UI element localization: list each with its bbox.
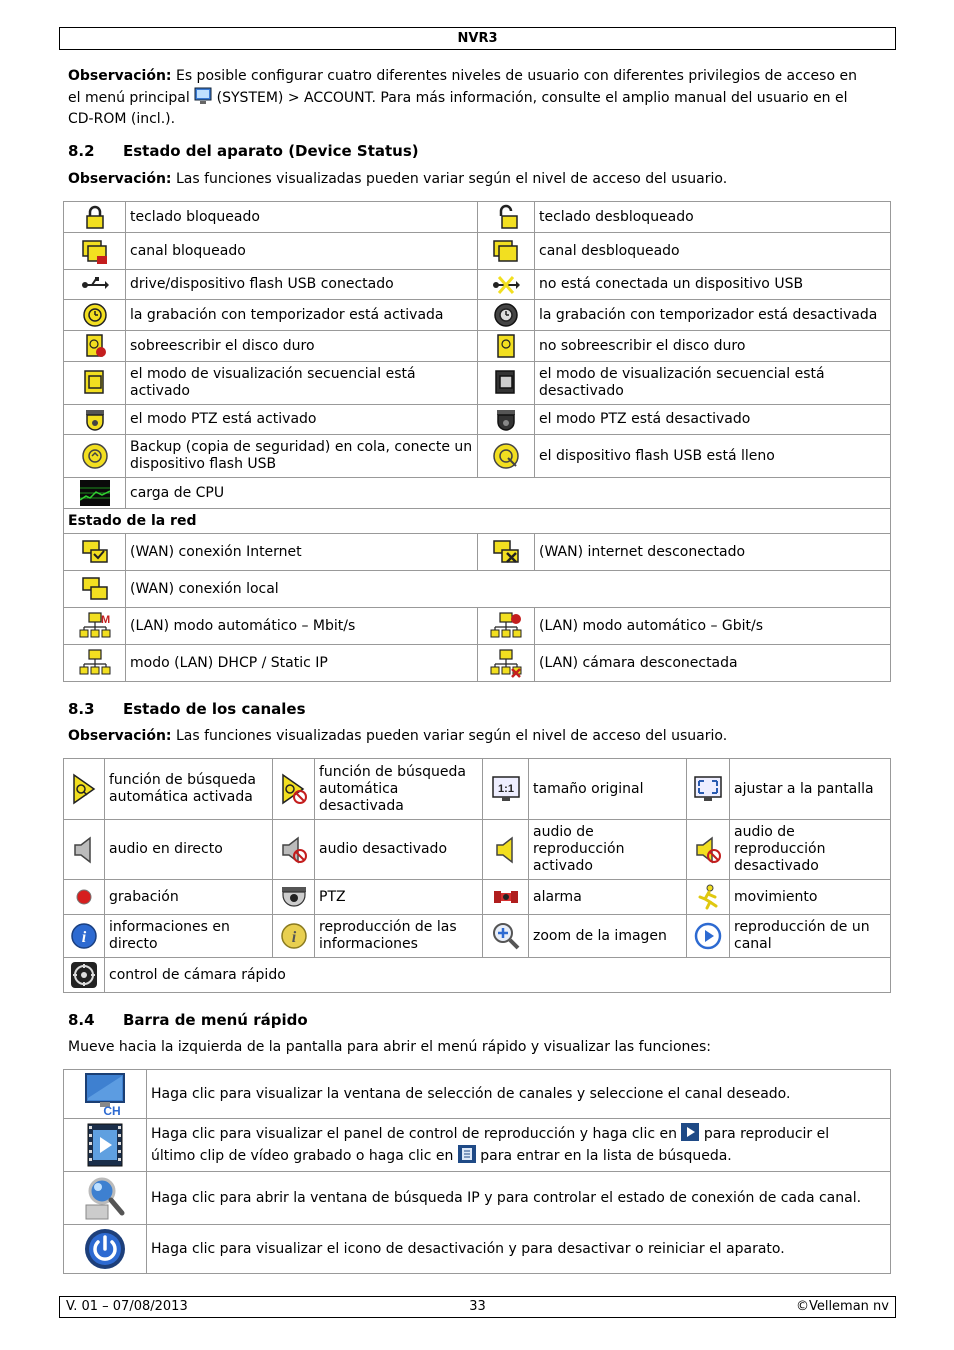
channel-locked-icon xyxy=(80,236,110,266)
cell-text: función de búsqueda automática activada xyxy=(105,759,273,820)
fit-screen-icon xyxy=(694,776,722,802)
cell-text: (LAN) modo automático – Mbit/s xyxy=(126,608,478,645)
sequence-view-on-icon xyxy=(82,368,108,398)
cell-text: alarma xyxy=(529,880,687,915)
motion-icon xyxy=(695,884,721,910)
intro-label: Observación: xyxy=(68,68,172,84)
cell-text: no está conectada un dispositivo USB xyxy=(535,270,891,300)
table-row xyxy=(64,608,891,645)
table-row xyxy=(64,571,891,608)
svg-text:i: i xyxy=(81,929,87,946)
cell-text: teclado desbloqueado xyxy=(535,202,891,233)
cell-text: sobreescribir el disco duro xyxy=(126,331,478,362)
cell-text: audio de reproducción desactivado xyxy=(730,820,891,880)
cell-text: teclado bloqueado xyxy=(126,202,478,233)
table-row xyxy=(64,645,891,682)
page-footer xyxy=(59,1296,896,1318)
cell-text: audio en directo xyxy=(105,820,273,880)
ptz-off-icon xyxy=(493,407,519,433)
play-button-icon xyxy=(681,1123,699,1141)
cell-text: el modo PTZ está activado xyxy=(126,405,478,435)
cell-text: PTZ xyxy=(315,880,483,915)
cell-text: Haga clic para visualizar el icono de desactivación y para desactivar o reiniciar el aparato. xyxy=(147,1225,891,1274)
section-title-text: Estado de los canales xyxy=(123,700,306,718)
hdd-overwrite-icon xyxy=(82,333,108,359)
row2-part-d: para entrar en la lista de búsqueda. xyxy=(480,1148,732,1164)
table-row xyxy=(64,1119,891,1172)
note-text: Las funciones visualizadas pueden variar según el nivel de acceso del usuario. xyxy=(175,728,728,744)
playback-info-icon xyxy=(280,922,308,950)
table-row xyxy=(64,331,891,362)
section-title-text: Barra de menú rápido xyxy=(123,1011,308,1029)
note-label: Observación: xyxy=(68,171,172,187)
section-number: 8.3 xyxy=(68,700,95,718)
section-8-4-title xyxy=(68,1010,308,1030)
lan-dhcp-static-icon xyxy=(79,648,111,678)
sequence-view-off-icon xyxy=(493,368,519,398)
cell-text: reproducción de un canal xyxy=(730,915,891,958)
svg-text:M: M xyxy=(100,614,110,626)
keyboard-unlocked-icon xyxy=(493,204,519,230)
svg-text:i: i xyxy=(291,929,296,946)
recording-icon xyxy=(75,888,93,906)
channel-select-icon xyxy=(82,1072,128,1116)
playback-audio-on-icon xyxy=(494,835,518,865)
quick-menu-table xyxy=(63,1069,891,1274)
table-row xyxy=(64,202,891,233)
table-row xyxy=(64,300,891,331)
cell-text: modo (LAN) DHCP / Static IP xyxy=(126,645,478,682)
cell-text: carga de CPU xyxy=(126,478,891,509)
table-row xyxy=(64,362,891,405)
cell-text: (LAN) modo automático – Gbit/s xyxy=(535,608,891,645)
channel-playback-icon xyxy=(694,922,722,950)
backup-queue-icon xyxy=(81,442,109,470)
lan-auto-gbit-icon xyxy=(490,611,522,641)
usb-disconnected-icon xyxy=(491,273,521,297)
table-row xyxy=(64,270,891,300)
cell-text: (WAN) conexión local xyxy=(126,571,891,608)
cell-text: Haga clic para visualizar la ventana de selección de canales y seleccione el canal deseado. xyxy=(147,1070,891,1119)
cell-text: el modo de visualización secuencial está activado xyxy=(126,362,478,405)
wan-local-icon xyxy=(80,574,110,604)
cell-text: drive/dispositivo flash USB conectado xyxy=(126,270,478,300)
power-icon xyxy=(83,1227,127,1271)
s83-note xyxy=(68,726,890,747)
section-number: 8.2 xyxy=(68,142,95,160)
note-text: Las funciones visualizadas pueden variar según el nivel de acceso del usuario. xyxy=(175,171,728,187)
cell-text: ajustar a la pantalla xyxy=(730,759,891,820)
wan-internet-disconnected-icon xyxy=(491,537,521,567)
table-row xyxy=(64,958,891,993)
usb-full-icon xyxy=(492,442,520,470)
table-row xyxy=(64,478,891,509)
s82-note xyxy=(68,169,890,190)
auto-search-on-icon xyxy=(71,773,97,805)
table-row xyxy=(64,820,891,880)
alarm-icon xyxy=(492,887,520,907)
intro-line3: CD-ROM (incl.). xyxy=(68,111,176,127)
intro-line2a: el menú principal xyxy=(68,90,190,106)
section-8-2-title xyxy=(68,141,419,161)
table-row xyxy=(64,509,891,534)
zoom-icon xyxy=(491,921,521,951)
cell-text: canal bloqueado xyxy=(126,233,478,270)
cell-text: el modo PTZ está desactivado xyxy=(535,405,891,435)
search-list-icon xyxy=(458,1145,476,1163)
table-row xyxy=(64,405,891,435)
table-row xyxy=(64,1172,891,1225)
cell-text: el modo de visualización secuencial está desactivado xyxy=(535,362,891,405)
footer-version: V. 01 – 07/08/2013 xyxy=(66,1299,188,1314)
original-size-icon xyxy=(492,776,520,802)
wan-internet-connected-icon xyxy=(80,537,110,567)
cell-text: audio desactivado xyxy=(315,820,483,880)
icon-label: 1:1 xyxy=(497,783,514,795)
table-row xyxy=(64,534,891,571)
lan-auto-mbit-icon xyxy=(79,611,111,641)
table-row xyxy=(64,759,891,820)
section-number: 8.4 xyxy=(68,1011,95,1029)
timer-recording-on-icon xyxy=(82,302,108,328)
lan-camera-disconnected-icon xyxy=(490,648,522,678)
hdd-no-overwrite-icon xyxy=(493,333,519,359)
cell-text: movimiento xyxy=(730,880,891,915)
device-status-table xyxy=(63,201,891,682)
cell-text: grabación xyxy=(105,880,273,915)
cell-text: audio de reproducción activado xyxy=(529,820,687,880)
audio-off-icon xyxy=(280,835,308,865)
cell-text: canal desbloqueado xyxy=(535,233,891,270)
live-audio-icon xyxy=(72,835,96,865)
cell-text: (LAN) cámara desconectada xyxy=(535,645,891,682)
usb-connected-icon xyxy=(80,275,110,295)
ptz-camera-icon xyxy=(280,885,308,909)
playback-panel-icon xyxy=(85,1122,125,1168)
section-8-3-title xyxy=(68,699,306,719)
intro-line2b: (SYSTEM) > ACCOUNT. Para más información, consulte el amplio manual del usuario en el xyxy=(216,90,848,106)
table-row xyxy=(64,1070,891,1119)
cell-text: la grabación con temporizador está desactivada xyxy=(535,300,891,331)
playback-audio-off-icon xyxy=(694,835,722,865)
cell-text: función de búsqueda automática desactivada xyxy=(315,759,483,820)
row2-part-c: último clip de vídeo grabado o haga clic en xyxy=(151,1148,454,1164)
row2-part-b: para reproducir el xyxy=(703,1126,830,1142)
ip-search-icon xyxy=(84,1175,126,1221)
cell-text: reproducción de las informaciones xyxy=(315,915,483,958)
cell-text: no sobreescribir el disco duro xyxy=(535,331,891,362)
cell-text: zoom de la imagen xyxy=(529,915,687,958)
intro-paragraph xyxy=(68,66,890,130)
page-header: NVR3 xyxy=(59,27,896,50)
cell-text: informaciones en directo xyxy=(105,915,273,958)
cell-text: (WAN) conexión Internet xyxy=(126,534,478,571)
intro-line1: Es posible configurar cuatro diferentes niveles de usuario con diferentes privilegios de acceso en xyxy=(175,68,857,84)
footer-page-number: 33 xyxy=(469,1299,486,1314)
keyboard-locked-icon xyxy=(82,204,108,230)
channel-unlocked-icon xyxy=(491,236,521,266)
cell-text: tamaño original xyxy=(529,759,687,820)
cell-text: Backup (copia de seguridad) en cola, conecte un dispositivo flash USB xyxy=(126,435,478,478)
row2-text xyxy=(147,1119,891,1172)
table-row xyxy=(64,1225,891,1274)
row2-part-a: Haga clic para visualizar el panel de control de reproducción y haga clic en xyxy=(151,1126,677,1142)
auto-search-off-icon xyxy=(280,773,308,805)
table-row xyxy=(64,915,891,958)
cell-text: (WAN) internet desconectado xyxy=(535,534,891,571)
footer-copyright: ©Velleman nv xyxy=(795,1299,889,1314)
network-status-heading: Estado de la red xyxy=(64,509,891,534)
table-row xyxy=(64,435,891,478)
cell-text: control de cámara rápido xyxy=(105,958,891,993)
quick-camera-control-icon xyxy=(70,961,98,989)
table-row xyxy=(64,233,891,270)
ptz-on-icon xyxy=(82,407,108,433)
timer-recording-off-icon xyxy=(493,302,519,328)
note-label: Observación: xyxy=(68,728,172,744)
table-row xyxy=(64,880,891,915)
live-info-icon xyxy=(70,922,98,950)
s84-intro: Mueve hacia la izquierda de la pantalla para abrir el menú rápido y visualizar las funciones: xyxy=(68,1039,712,1055)
icon-label: CH xyxy=(103,1104,121,1116)
system-menu-icon xyxy=(194,87,212,105)
cell-text: la grabación con temporizador está activada xyxy=(126,300,478,331)
cpu-load-icon xyxy=(80,480,110,506)
channel-status-table xyxy=(63,758,891,993)
section-title-text: Estado del aparato (Device Status) xyxy=(123,142,419,160)
cell-text: Haga clic para abrir la ventana de búsqueda IP y para controlar el estado de conexión de cada canal. xyxy=(147,1172,891,1225)
cell-text: el dispositivo flash USB está lleno xyxy=(535,435,891,478)
